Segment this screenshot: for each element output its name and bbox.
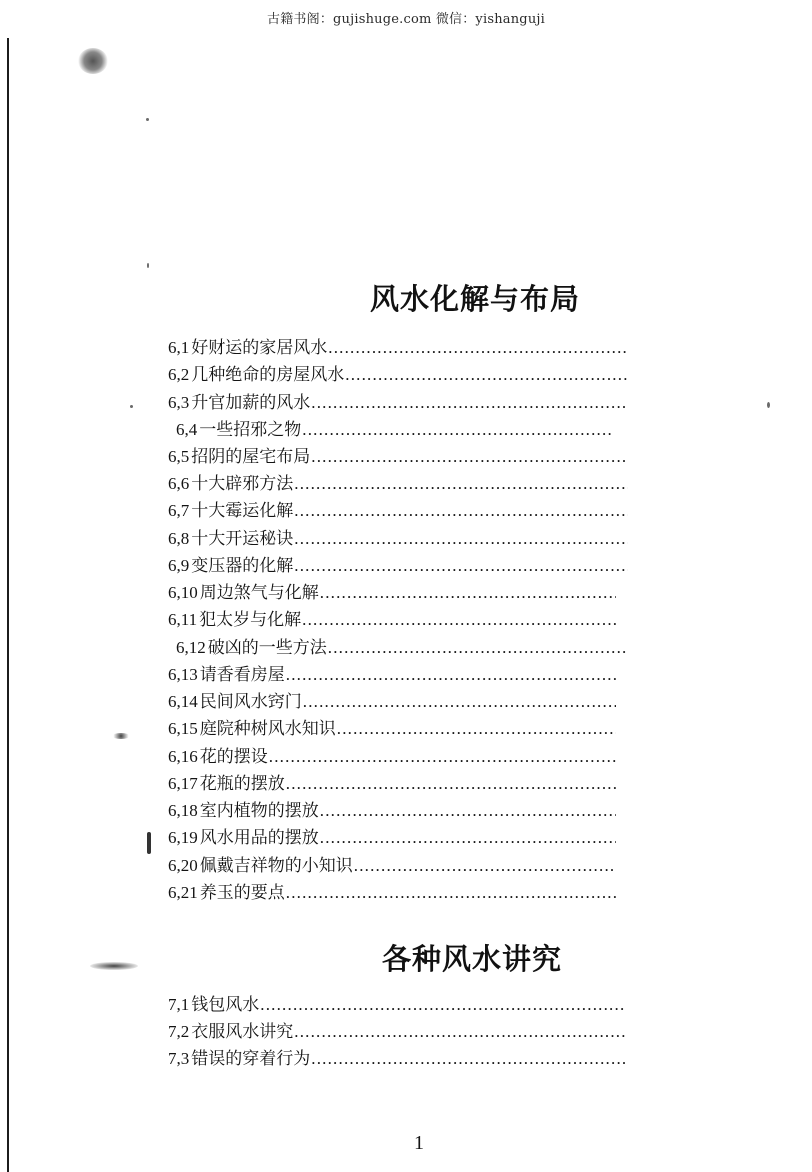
toc-entry[interactable]	[168, 553, 628, 579]
toc-entry-number: 6,13	[168, 665, 198, 684]
toc-entry-number: 6,2	[168, 365, 190, 384]
leader-dots	[328, 335, 628, 361]
leader-dots	[286, 662, 616, 688]
leader-dots	[286, 880, 616, 906]
toc-entry[interactable]	[168, 744, 616, 770]
leader-dots	[320, 825, 616, 851]
toc-entry[interactable]	[168, 1019, 626, 1045]
leader-dots	[320, 580, 616, 606]
leader-dots	[302, 607, 616, 633]
leader-dots	[337, 716, 616, 742]
toc-entry-title: 周边煞气与化解	[199, 583, 319, 603]
leader-dots	[294, 526, 628, 552]
toc-entry-title: 室内植物的摆放	[199, 801, 319, 821]
toc-entry-title: 几种绝命的房屋风水	[191, 365, 345, 385]
toc-entry[interactable]	[168, 825, 616, 851]
leader-dots	[260, 992, 626, 1018]
toc-entry-number: 6,15	[168, 719, 198, 738]
toc-entry[interactable]	[168, 580, 616, 606]
toc-entry[interactable]	[168, 1046, 626, 1072]
toc-entry-number: 7,2	[168, 1022, 190, 1041]
toc-entry-title: 一些招邪之物	[199, 420, 302, 440]
leader-dots	[294, 498, 628, 524]
toc-entry-title: 十大开运秘诀	[191, 529, 294, 549]
toc-entry-number: 7,1	[168, 995, 190, 1014]
toc-entry-number: 6,16	[168, 747, 198, 766]
toc-entry-title: 花瓶的摆放	[199, 774, 285, 794]
toc-entry[interactable]	[168, 526, 628, 552]
watermark-text: 古籍书阁：gujishuge.com 微信：yishanguji	[267, 12, 545, 27]
toc-entry-number: 6,11	[168, 610, 198, 629]
leader-dots	[294, 553, 628, 579]
toc-entry-title: 错误的穿着行为	[191, 1049, 311, 1069]
leader-dots	[320, 798, 616, 824]
toc-entry-number: 6,8	[168, 529, 190, 548]
leader-dots	[286, 771, 616, 797]
toc-entry-title: 变压器的化解	[191, 556, 294, 576]
toc-entry-number: 7,3	[168, 1049, 190, 1068]
toc-entry-number: 6,6	[168, 474, 190, 493]
toc-entry-title: 犯太岁与化解	[199, 610, 302, 630]
toc-entry-title: 民间风水窍门	[199, 692, 302, 712]
toc-entry-number: 6,14	[168, 692, 198, 711]
toc-entry[interactable]	[168, 992, 626, 1018]
toc-entry[interactable]	[168, 607, 616, 633]
page-number: 1	[414, 1132, 424, 1154]
toc-entry-number: 6,3	[168, 393, 190, 412]
toc-entry-number: 6,12	[176, 638, 206, 657]
toc-entry[interactable]	[168, 798, 616, 824]
toc-entry-number: 6,17	[168, 774, 198, 793]
leader-dots	[294, 1019, 626, 1045]
toc-entry-title: 升官加薪的风水	[191, 393, 311, 413]
toc-entry[interactable]	[168, 498, 628, 524]
toc-entry-title: 十大辟邪方法	[191, 474, 294, 494]
toc-entry[interactable]	[168, 880, 616, 906]
toc-entry-number: 6,18	[168, 801, 198, 820]
toc-entry[interactable]	[168, 362, 628, 388]
toc-entry-title: 养玉的要点	[199, 883, 285, 903]
toc-entry-number: 6,1	[168, 338, 190, 357]
toc-entry-number: 6,10	[168, 583, 198, 602]
leader-dots	[311, 444, 628, 470]
leader-dots	[302, 417, 612, 443]
toc-entry[interactable]	[168, 335, 628, 361]
toc-entry-number: 6,5	[168, 447, 190, 466]
section-title-fengshui-customs: 各种风水讲究	[382, 942, 563, 976]
toc-entry[interactable]	[168, 716, 616, 742]
toc-entry[interactable]	[176, 417, 612, 443]
toc-entry-number: 6,4	[176, 420, 198, 439]
toc-entry-title: 请香看房屋	[199, 665, 285, 685]
toc-entry-number: 6,21	[168, 883, 198, 902]
toc-entry-title: 好财运的家居风水	[191, 338, 328, 358]
toc-entry-title: 十大霉运化解	[191, 501, 294, 521]
toc-entry-title: 钱包风水	[191, 995, 260, 1015]
leader-dots	[269, 744, 616, 770]
leader-dots	[294, 471, 628, 497]
toc-entry-number: 6,20	[168, 856, 198, 875]
toc-entry[interactable]	[168, 444, 628, 470]
toc-entry-number: 6,19	[168, 828, 198, 847]
toc-entry-number: 6,7	[168, 501, 190, 520]
leader-dots	[311, 390, 628, 416]
toc-entry-title: 风水用品的摆放	[199, 828, 319, 848]
toc-entry[interactable]	[168, 662, 616, 688]
toc-entry-title: 破凶的一些方法	[207, 638, 327, 658]
toc-entry[interactable]	[168, 771, 616, 797]
toc-entry-title: 招阴的屋宅布局	[191, 447, 311, 467]
toc-entry-number: 6,9	[168, 556, 190, 575]
toc-entry[interactable]	[168, 471, 628, 497]
leader-dots	[303, 689, 616, 715]
toc-entry-title: 庭院种树风水知识	[199, 719, 336, 739]
leader-dots	[354, 853, 616, 879]
toc-entry[interactable]	[168, 390, 628, 416]
section-title-fengshui-resolution: 风水化解与布局	[370, 282, 581, 316]
toc-entry-title: 佩戴吉祥物的小知识	[199, 856, 353, 876]
leader-dots	[311, 1046, 626, 1072]
leader-dots	[345, 362, 628, 388]
toc-entry[interactable]	[176, 635, 626, 661]
leader-dots	[328, 635, 626, 661]
toc-entry-title: 花的摆设	[199, 747, 268, 767]
toc-entry[interactable]	[168, 689, 616, 715]
toc-entry[interactable]	[168, 853, 616, 879]
toc-entry-title: 衣服风水讲究	[191, 1022, 294, 1042]
